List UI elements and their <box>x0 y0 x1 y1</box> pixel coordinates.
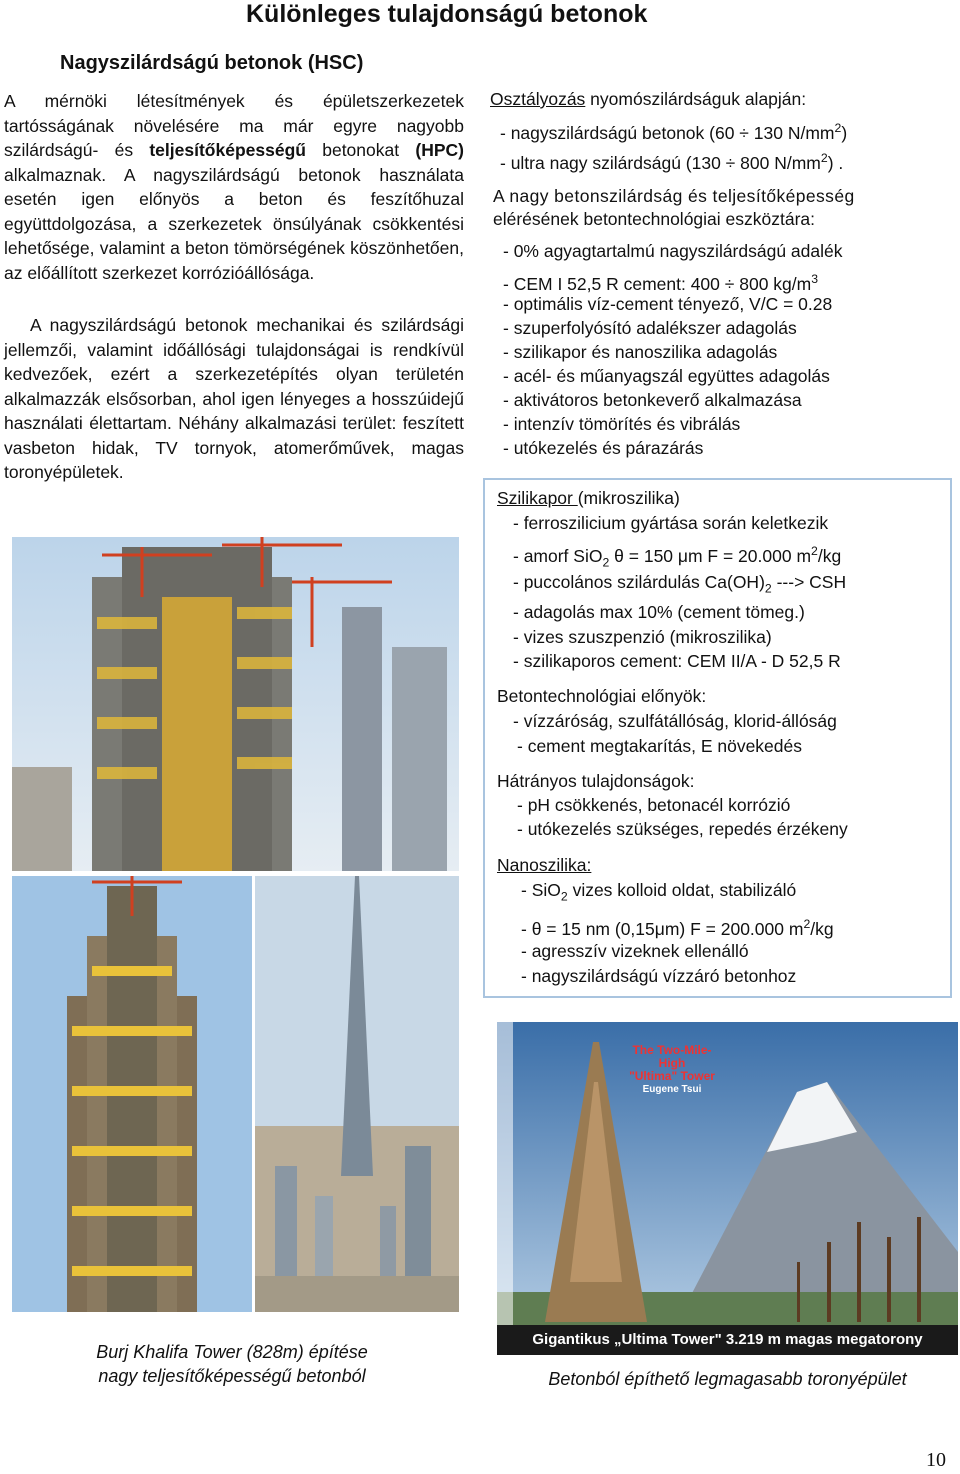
tools-item: - szuperfolyósító adalékszer adagolás <box>503 318 797 338</box>
applications-paragraph: A nagyszilárdságú betonok mechanikai és szilárdsági jellemzői, valamint időállósági tulajdonságai is rendkívül kedvezőek, ezért a szerkezetépítés olyan területén alkalmazzák elsősorban, ahol igen lényeges a hosszúidejű használati élettartam. Néhány alkalmazási terület: feszített vasbeton hidak, TV tornyok, atomerőművek, magas toronyépületek. <box>4 315 464 482</box>
advantages-item: - vízzáróság, szulfátállóság, klorid-állóság <box>513 711 837 731</box>
burj-construction-photo <box>12 876 252 1312</box>
page-number: 10 <box>926 1449 946 1471</box>
tools-item: - utókezelés és párazárás <box>503 438 704 458</box>
advantages-item: - cement megtakarítás, E növekedés <box>517 736 802 756</box>
burj-khalifa-photo <box>255 876 459 1312</box>
tools-item: - aktivátoros betonkeverő alkalmazása <box>503 390 802 410</box>
tools-item: - acél- és műanyagszál együttes adagolás <box>503 366 830 386</box>
page-title: Különleges tulajdonságú betonok <box>246 0 648 28</box>
tools-item: - optimális víz-cement tényező, V/C = 0.28 <box>503 294 833 314</box>
tools-item: - szilikapor és nanoszilika adagolás <box>503 342 778 362</box>
tower-image-banner: Gigantikus „Ultima Tower" 3.219 m magas megatorony <box>532 1331 923 1348</box>
silica-item: - puccolános szilárdulás $Ca(OH)_2$ ---> CSH <box>513 572 847 596</box>
nano-item: - nagyszilárdságú vízzáró betonhoz <box>521 966 797 986</box>
nano-heading: Nanoszilika: <box>497 855 592 875</box>
tools-item: - CEM I 52,5 R cement: 400 ÷ 800 $kg/m^3$ <box>503 272 819 294</box>
nano-item: - θ = 15 nm (0,15μm) F = 200.000 $m^2/kg$ <box>521 917 834 939</box>
tower-image-title: The Two-Mile-High "Ultima" Tower Eugene Tsui <box>629 1043 715 1095</box>
silica-item: - amorf SiO$_2$ θ = 150 μm F = 20.000 $m^2/kg$ <box>513 544 842 570</box>
section-title: Nagyszilárdságú betonok (HSC) <box>60 52 364 74</box>
silica-item: - adagolás max 10% (cement tömeg.) <box>513 602 805 622</box>
disadvantages-item: - utókezelés szükséges, repedés érzékeny <box>517 819 848 839</box>
tools-heading: A nagy betonszilárdság és teljesítőképesség <box>493 186 855 206</box>
nano-item: - SiO$_2$ vizes kolloid oldat, stabilizáló <box>521 880 797 904</box>
burj-caption: Burj Khalifa Tower (828m) építése nagy teljesítőképességű betonból <box>96 1342 368 1386</box>
tower-caption: Betonból építhető legmagasabb toronyépület <box>548 1369 907 1389</box>
disadvantages-heading: Hátrányos tulajdonságok: <box>497 771 695 791</box>
nano-item: - agresszív vizeknek ellenálló <box>521 941 749 961</box>
classification-line: - nagyszilárdságú betonok (60 ÷ 130 $N/mm^2$) <box>500 121 848 143</box>
silica-item: - szilikaporos cement: CEM II/A - D 52,5 R <box>513 651 841 671</box>
tools-item: - intenzív tömörítés és vibrálás <box>503 414 741 434</box>
silica-item: - ferroszilicium gyártása során keletkezik <box>513 513 829 533</box>
silica-item: - vizes szuszpenzió (mikroszilika) <box>513 627 772 647</box>
tools-item: - 0% agyagtartalmú nagyszilárdságú adalék <box>503 241 843 261</box>
construction-photo <box>12 537 459 871</box>
tools-heading: elérésének betontechnológiai eszköztára: <box>493 209 816 229</box>
classification-heading: Osztályozás nyomószilárdságuk alapján: <box>490 89 807 109</box>
ultima-tower-image <box>497 1022 958 1355</box>
classification-line: - ultra nagy szilárdságú (130 ÷ 800 $N/mm^2$) . <box>500 151 844 173</box>
silica-heading: Szilikapor (mikroszilika) <box>497 488 680 508</box>
advantages-heading: Betontechnológiai előnyök: <box>497 686 707 706</box>
intro-paragraph: A mérnöki létesítmények és épületszerkezetek tartósságának növelésére ma már egyre nagyobb szilárdságú- és teljesítőképességű betonokat (HPC) alkalmaznak. A nagyszilárdságú betonok használata esetén igen előnyös a beton és feszítőhuzal együttdolgozása, a szerkezetek önsúlyának csökkentési lehetősége, valamint a beton tömörségének köszönhetően, az előállított szerkezet korrózióállósága. <box>4 91 464 283</box>
disadvantages-item: - pH csökkenés, betonacél korrózió <box>517 795 791 815</box>
